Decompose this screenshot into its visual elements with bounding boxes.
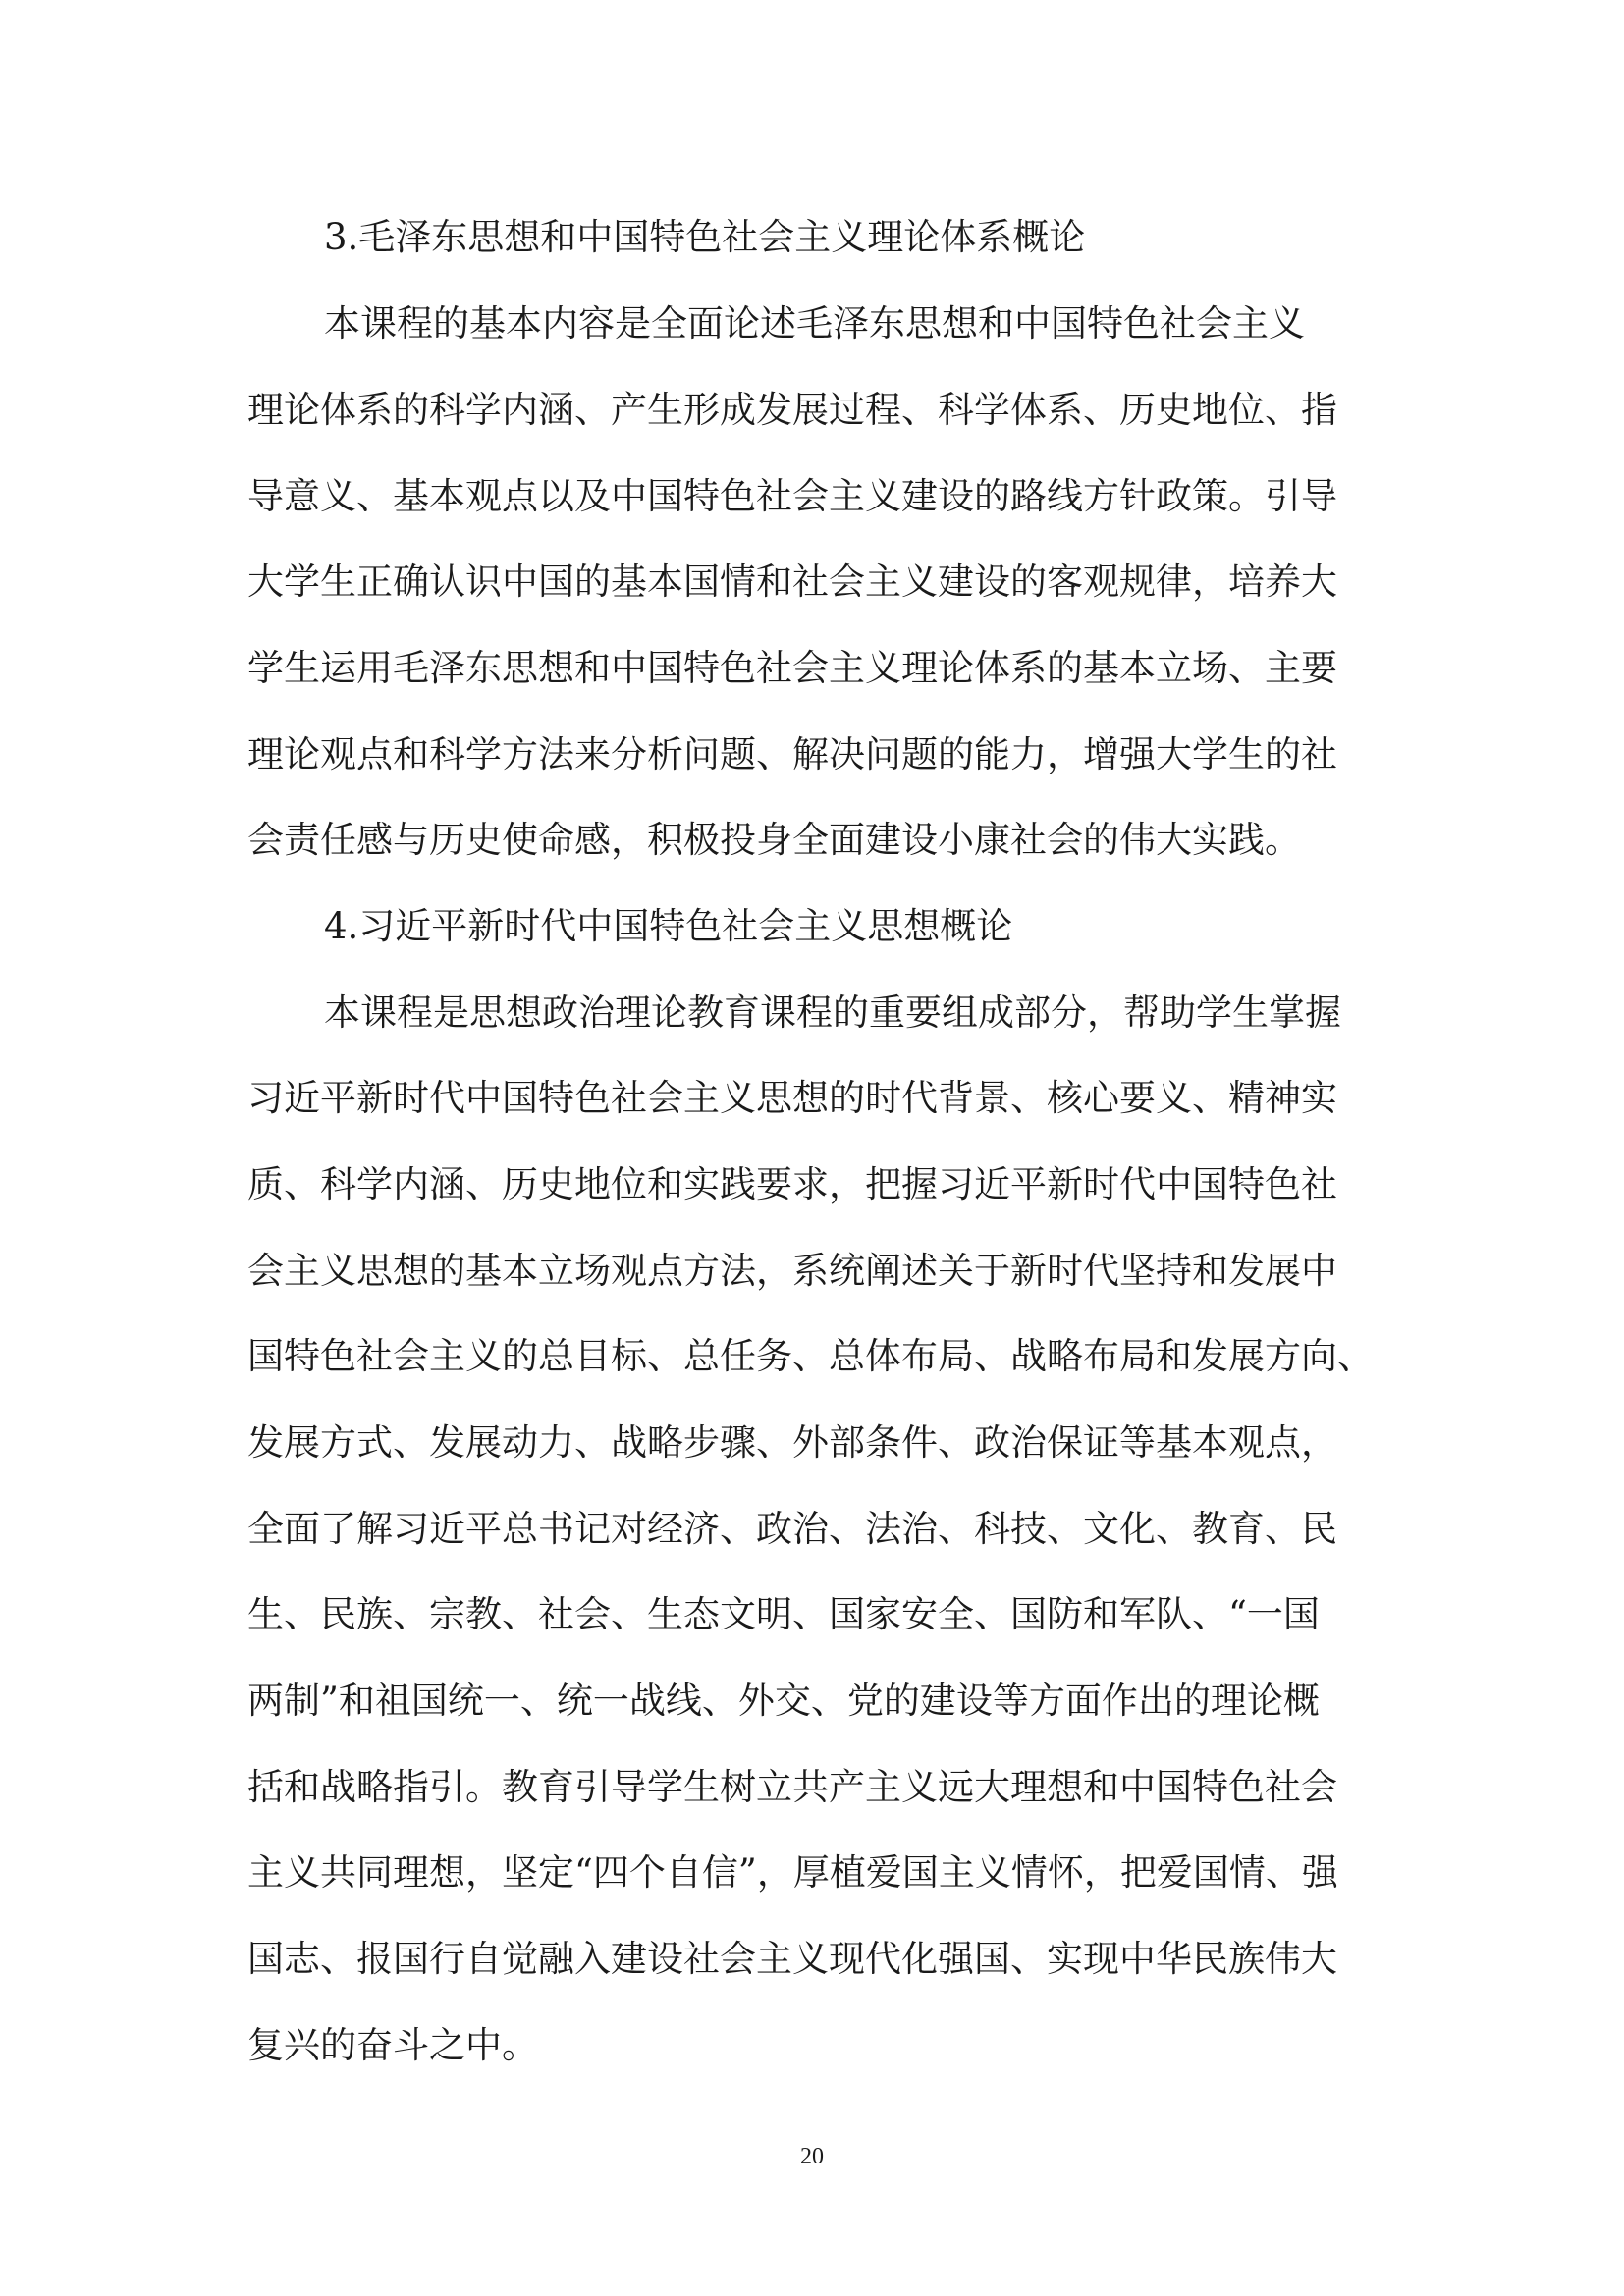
heading-line-1: 3.毛泽东思想和中国特色社会主义理论体系概论 [324,216,1086,258]
text-line-12: 质、科学内涵、历史地位和实践要求，把握习近平新时代中国特色社 [247,1163,1337,1205]
text-line-3: 理论体系的科学内涵、产生形成发展过程、科学体系、历史地位、指 [247,389,1337,431]
text-line-10: 本课程是思想政治理论教育课程的重要组成部分，帮助学生掌握 [324,991,1341,1034]
text-line-21: 国志、报国行自觉融入建设社会主义现代化强国、实现中华民族伟大 [247,1938,1337,1980]
text-line-16: 全面了解习近平总书记对经济、政治、法治、科技、文化、教育、民 [247,1508,1337,1550]
text-line-18: 两制”和祖国统一、统一战线、外交、党的建设等方面作出的理论概 [247,1680,1320,1722]
text-line-19: 括和战略指引。教育引导学生树立共产主义远大理想和中国特色社会 [247,1766,1337,1808]
text-line-7: 理论观点和科学方法来分析问题、解决问题的能力，增强大学生的社 [247,733,1337,775]
text-line-22: 复兴的奋斗之中。 [247,2024,538,2066]
text-line-2: 本课程的基本内容是全面论述毛泽东思想和中国特色社会主义 [324,302,1305,345]
text-line-5: 大学生正确认识中国的基本国情和社会主义建设的客观规律，培养大 [247,561,1337,603]
text-line-20: 主义共同理想，坚定“四个自信”，厚植爱国主义情怀，把爱国情、强 [247,1851,1338,1894]
text-line-17: 生、民族、宗教、社会、生态文明、国家安全、国防和军队、“一国 [247,1593,1320,1635]
text-line-14: 国特色社会主义的总目标、总任务、总体布局、战略布局和发展方向、 [247,1335,1374,1377]
page-number: 20 [800,2144,824,2169]
text-line-11: 习近平新时代中国特色社会主义思想的时代背景、核心要义、精神实 [247,1077,1337,1119]
text-line-15: 发展方式、发展动力、战略步骤、外部条件、政治保证等基本观点， [247,1421,1337,1464]
text-line-6: 学生运用毛泽东思想和中国特色社会主义理论体系的基本立场、主要 [247,647,1337,689]
text-line-13: 会主义思想的基本立场观点方法，系统阐述关于新时代坚持和发展中 [247,1250,1337,1292]
text-line-8: 会责任感与历史使命感，积极投身全面建设小康社会的伟大实践。 [247,819,1301,861]
heading-line-9: 4.习近平新时代中国特色社会主义思想概论 [324,905,1013,947]
text-line-4: 导意义、基本观点以及中国特色社会主义建设的路线方针政策。引导 [247,475,1337,517]
